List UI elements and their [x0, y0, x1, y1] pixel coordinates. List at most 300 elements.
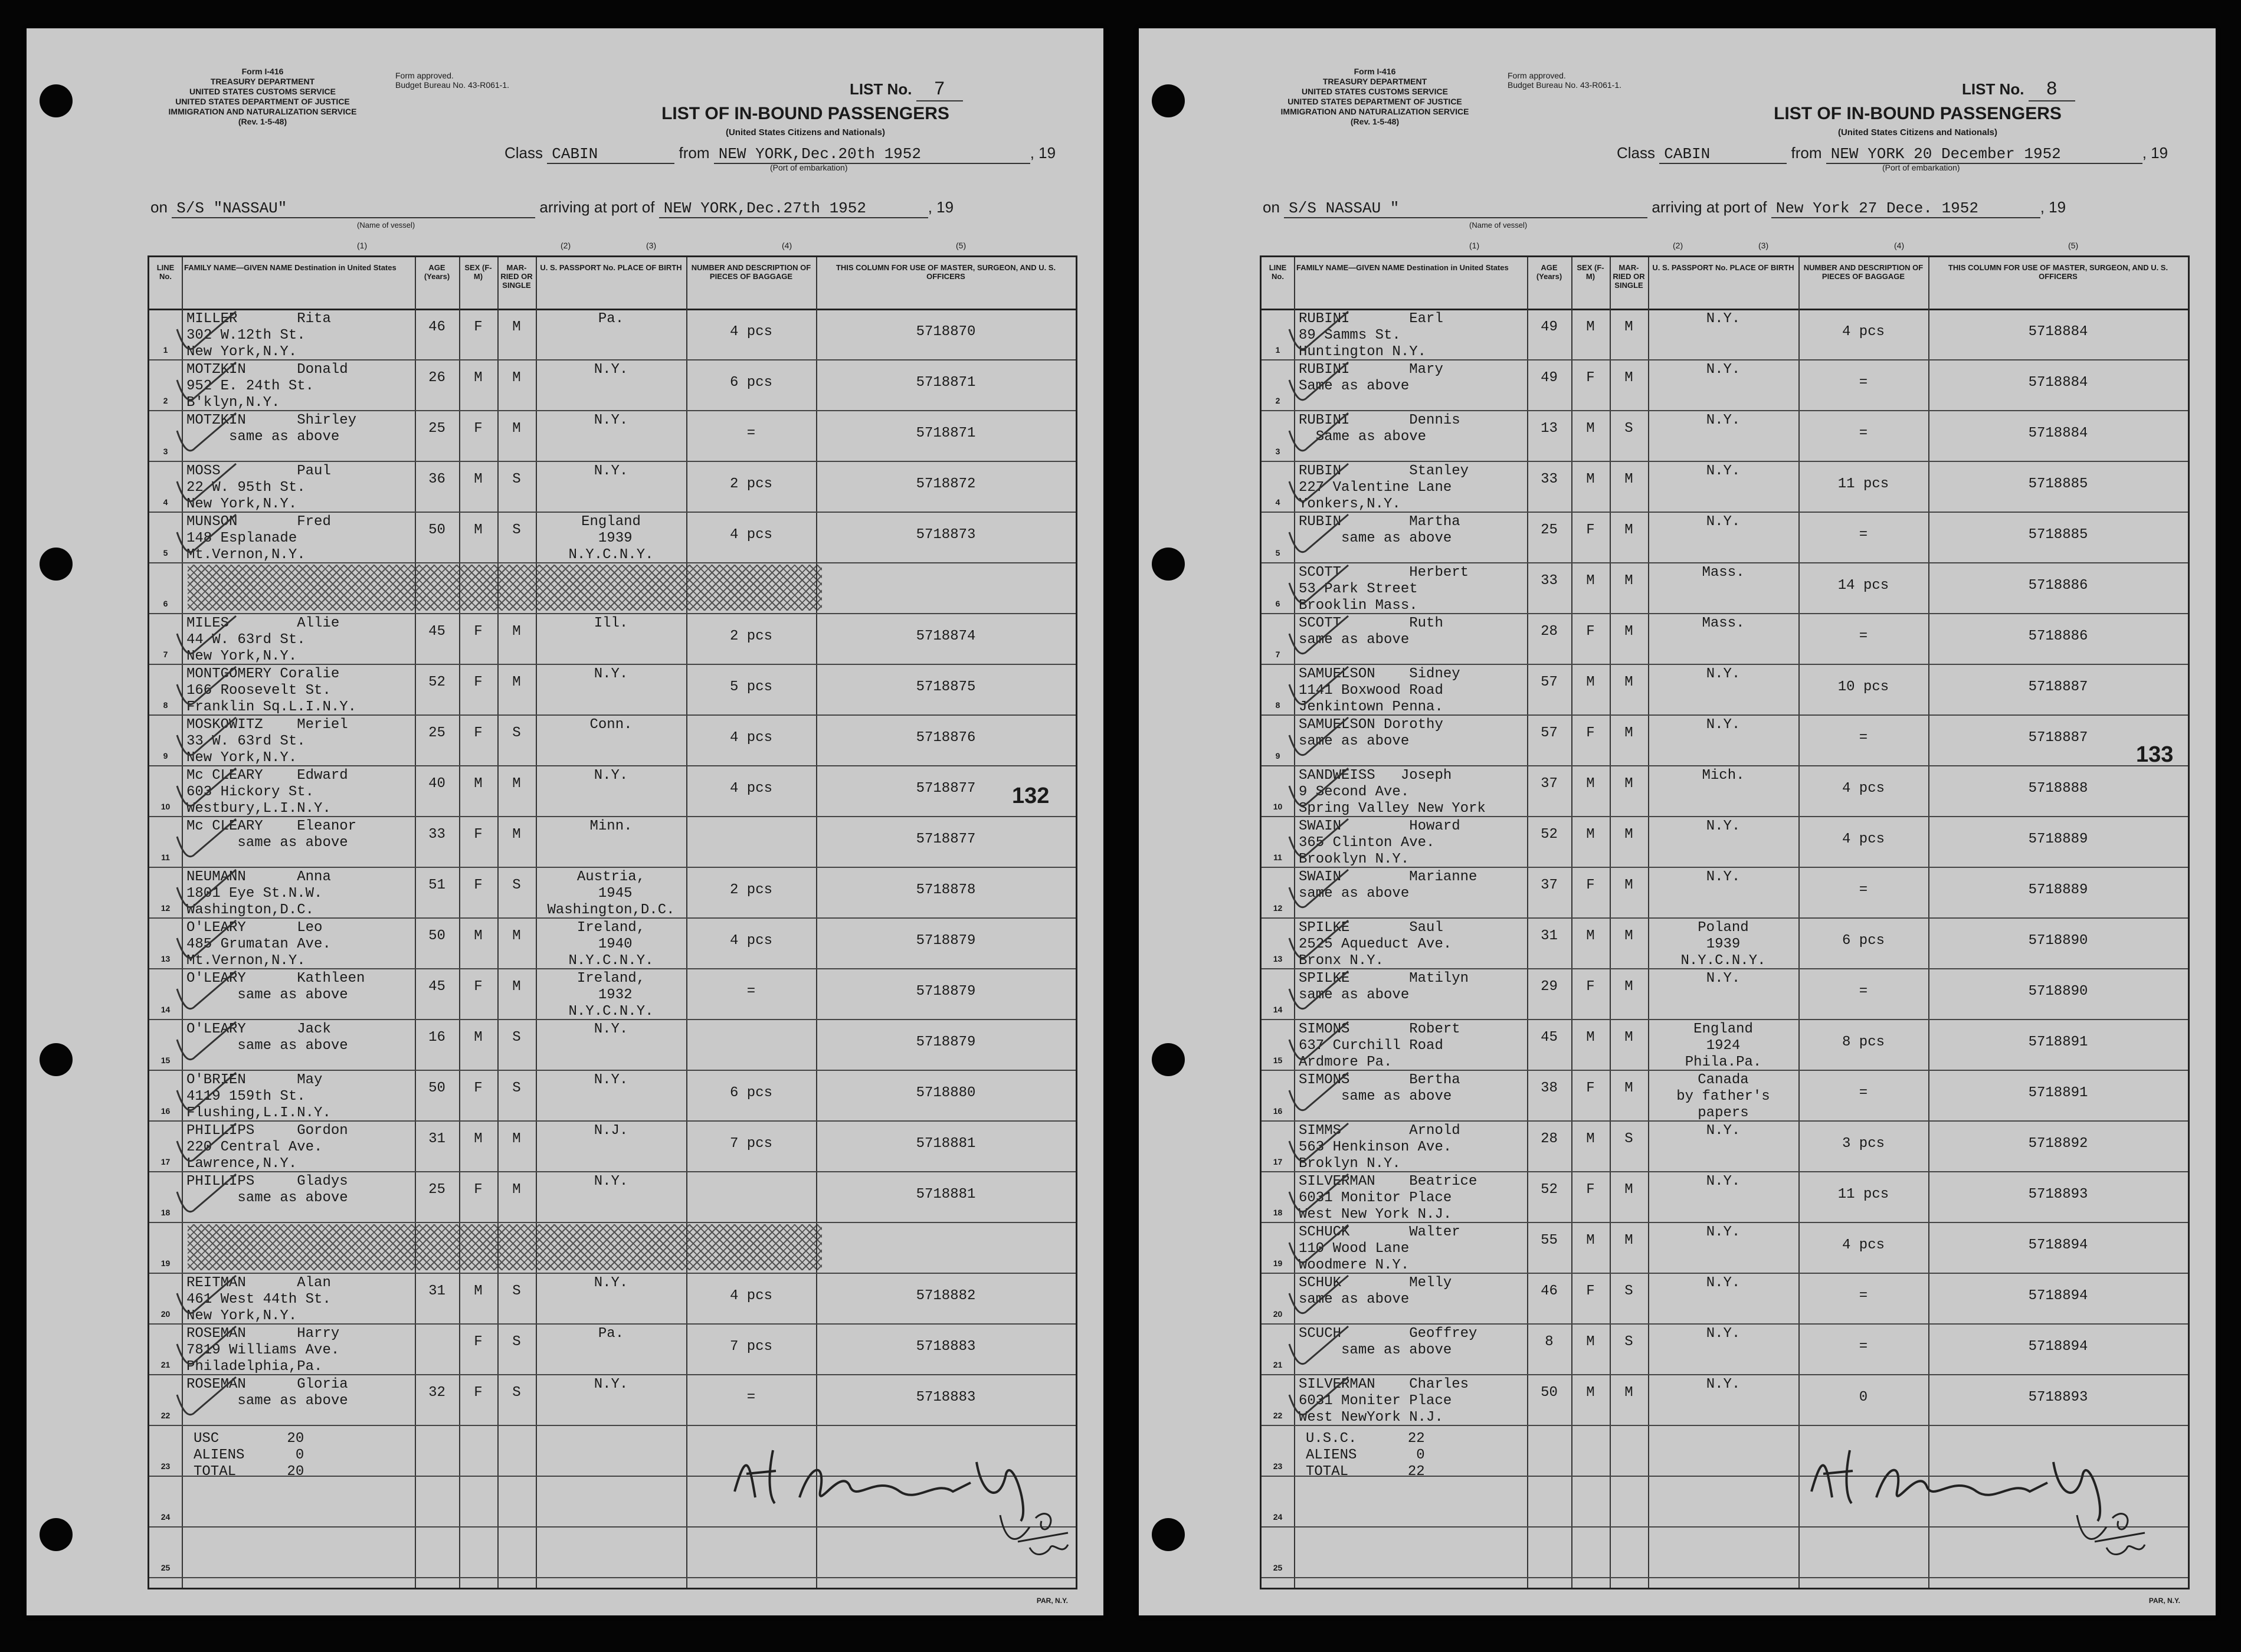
cell-age: 26 — [428, 370, 445, 386]
line-number: 10 — [1273, 802, 1283, 811]
cell-place-of-birth: N.Y. — [594, 362, 628, 378]
cell-place-of-birth: Mass. — [1702, 565, 1745, 581]
form-dept: TREASURY DEPARTMENT — [1322, 77, 1427, 86]
cell-age: 25 — [428, 725, 445, 741]
column-divider — [816, 257, 817, 1588]
column-number: (1) — [357, 241, 368, 250]
cell-marital-status: M — [1624, 471, 1633, 487]
column-number: (4) — [1894, 241, 1905, 250]
cell-officer-number: 5718875 — [916, 679, 976, 695]
form-justice: UNITED STATES DEPARTMENT OF JUSTICE — [175, 97, 350, 106]
cell-age: 52 — [428, 674, 445, 690]
cell-baggage: 6 pcs — [1842, 933, 1885, 949]
line-number: 7 — [163, 650, 168, 659]
form-justice: UNITED STATES DEPARTMENT OF JUSTICE — [1287, 97, 1462, 106]
cell-age: 40 — [428, 776, 445, 792]
printer-mark: PAR, N.Y. — [2148, 1597, 2180, 1605]
port-of-embarkation-caption: (Port of embarkation) — [770, 163, 848, 172]
list-number-label: LIST No. — [850, 80, 912, 98]
inspector-signature — [1800, 1427, 2165, 1562]
cell-officer-number: 5718893 — [2028, 1389, 2088, 1405]
cell-passenger-name-address: REITMAN Alan 461 West 44th St. New York,N.Y. — [186, 1275, 331, 1324]
header-baggage: NUMBER AND DESCRIPTION OF PIECES OF BAGGAGE — [1803, 263, 1924, 281]
cell-place-of-birth: Canada by father's papers — [1676, 1072, 1770, 1121]
cell-place-of-birth: N.Y. — [594, 768, 628, 784]
cell-sex: M — [1586, 421, 1595, 437]
line-number: 25 — [1273, 1563, 1283, 1572]
line-number: 8 — [163, 700, 168, 710]
cell-place-of-birth: N.Y. — [594, 412, 628, 428]
cell-marital-status: S — [512, 725, 521, 741]
inspector-signature — [723, 1427, 1089, 1562]
cell-sex: F — [1586, 370, 1595, 386]
cell-marital-status: M — [1624, 1030, 1633, 1045]
list-number-value: 7 — [916, 78, 963, 101]
cell-marital-status: M — [512, 776, 521, 792]
cell-place-of-birth: Ill. — [594, 615, 628, 631]
form-rev: (Rev. 1-5-48) — [1350, 117, 1400, 126]
cell-marital-status: S — [512, 522, 521, 538]
column-number: (1) — [1469, 241, 1480, 250]
cell-officer-number: 5718877 — [916, 831, 976, 847]
cell-age: 45 — [428, 624, 445, 640]
cell-marital-status: M — [1624, 877, 1633, 893]
line-number: 22 — [1273, 1411, 1283, 1420]
cell-age: 31 — [428, 1283, 445, 1299]
cell-passenger-name-address: SWAIN Howard 365 Clinton Ave. Brooklyn N.Y. — [1299, 818, 1460, 867]
cell-baggage: = — [1859, 882, 1868, 898]
cell-age: 36 — [428, 471, 445, 487]
form-identification — [1280, 67, 1469, 127]
cell-baggage: = — [1859, 984, 1868, 999]
cell-passenger-name-address: RUBIN Stanley 227 Valentine Lane Yonkers,N.Y. — [1299, 463, 1469, 512]
cell-age: 55 — [1541, 1233, 1558, 1248]
line-number: 23 — [160, 1461, 171, 1471]
cell-officer-number: 5718871 — [916, 375, 976, 391]
cell-marital-status: M — [1624, 674, 1633, 690]
punch-hole — [1152, 1518, 1185, 1551]
form-service: UNITED STATES CUSTOMS SERVICE — [189, 87, 336, 96]
on-label: on — [1263, 198, 1280, 216]
cell-baggage: 14 pcs — [1837, 578, 1889, 594]
line-number: 6 — [1275, 599, 1280, 608]
cell-marital-status: M — [1624, 370, 1633, 386]
cell-officer-number: 5718889 — [2028, 831, 2088, 847]
cell-sex: M — [474, 370, 483, 386]
cell-place-of-birth: N.Y. — [1706, 463, 1741, 479]
cell-marital-status: M — [1624, 573, 1633, 589]
cell-age: 51 — [428, 877, 445, 893]
line-number: 20 — [160, 1309, 171, 1319]
header-passport: U. S. PASSPORT No. PLACE OF BIRTH — [1652, 263, 1794, 272]
cell-marital-status: M — [512, 370, 521, 386]
cell-marital-status: M — [512, 979, 521, 995]
column-numbers — [27, 241, 1103, 253]
cell-officer-number: 5718884 — [2028, 425, 2088, 441]
cell-officer-number: 5718882 — [916, 1288, 976, 1304]
cell-passenger-name-address: MOTZKIN Shirley same as above — [186, 412, 357, 445]
line-number: 23 — [1273, 1461, 1283, 1471]
cell-baggage: 3 pcs — [1842, 1136, 1885, 1152]
cell-officer-number: 5718873 — [916, 527, 976, 543]
cell-place-of-birth: England 1924 Phila.Pa. — [1685, 1021, 1762, 1070]
cell-sex: F — [474, 725, 483, 741]
line-number: 14 — [160, 1005, 171, 1014]
row-divider — [149, 1577, 1076, 1578]
cell-age: 50 — [428, 1080, 445, 1096]
from-value: NEW YORK,Dec.20th 1952 — [714, 145, 1030, 164]
cell-marital-status: M — [512, 827, 521, 843]
cell-age: 38 — [1541, 1080, 1558, 1096]
cell-sex: M — [474, 776, 483, 792]
column-divider — [686, 257, 687, 1588]
header-name: FAMILY NAME—GIVEN NAME Destination in United States — [184, 263, 397, 272]
cell-passenger-name-address: RUBINI Dennis Same as above — [1299, 412, 1460, 445]
cell-passenger-name-address: MOTZKIN Donald 952 E. 24th St. B'klyn,N.Y. — [186, 362, 348, 411]
cell-sex: F — [474, 1080, 483, 1096]
cell-sex: M — [1586, 471, 1595, 487]
cell-age: 25 — [428, 1182, 445, 1198]
form-approval-note — [395, 71, 509, 90]
cell-age: 8 — [1545, 1334, 1554, 1350]
cell-baggage: 6 pcs — [729, 375, 772, 391]
cell-passenger-name-address: SCHUCK Walter 110 Wood Lane Woodmere N.Y. — [1299, 1224, 1460, 1273]
line-number: 18 — [160, 1208, 171, 1217]
cell-sex: M — [474, 522, 483, 538]
cell-officer-number: 5718894 — [2028, 1237, 2088, 1253]
line-number: 9 — [163, 751, 168, 761]
cell-passenger-name-address: SPILKE Matilyn same as above — [1299, 971, 1469, 1003]
header-passport: U. S. PASSPORT No. PLACE OF BIRTH — [540, 263, 682, 272]
cell-place-of-birth: Minn. — [589, 818, 633, 834]
cell-place-of-birth: N.Y. — [1706, 514, 1741, 530]
cell-age: 57 — [1541, 674, 1558, 690]
header-sex: SEX (F-M) — [464, 263, 492, 281]
cell-age: 33 — [1541, 471, 1558, 487]
form-dept: TREASURY DEPARTMENT — [210, 77, 315, 86]
cell-officer-number: 5718887 — [2028, 730, 2088, 746]
punch-hole — [40, 1043, 73, 1076]
cell-passenger-name-address: SCHUK Melly same as above — [1299, 1275, 1452, 1307]
line-number: 12 — [160, 903, 171, 913]
cell-age: 33 — [428, 827, 445, 843]
on-label: on — [150, 198, 168, 216]
cell-baggage: 2 pcs — [729, 476, 772, 492]
cell-officer-number: 5718877 — [916, 781, 976, 796]
cell-place-of-birth: Poland 1939 N.Y.C.N.Y. — [1680, 920, 1766, 969]
cell-age: 33 — [1541, 573, 1558, 589]
cell-sex: F — [1586, 979, 1595, 995]
cell-officer-number: 5718894 — [2028, 1339, 2088, 1355]
class-value: CABIN — [1659, 145, 1787, 164]
cell-place-of-birth: Conn. — [589, 717, 633, 733]
line-number: 19 — [1273, 1258, 1283, 1268]
cell-officer-number: 5718889 — [2028, 882, 2088, 898]
totals-summary: USC 20 ALIENS 0 TOTAL 20 — [194, 1431, 304, 1480]
cell-passenger-name-address: MOSKOWITZ Meriel 33 W. 63rd St. New York,N.Y. — [186, 717, 348, 766]
cell-sex: F — [474, 979, 483, 995]
cell-age: 46 — [1541, 1283, 1558, 1299]
cell-sex: F — [474, 877, 483, 893]
cell-passenger-name-address: RUBIN Martha same as above — [1299, 514, 1460, 546]
column-number: (5) — [956, 241, 966, 250]
cell-marital-status: M — [1624, 624, 1633, 640]
cell-sex: M — [474, 1283, 483, 1299]
line-number: 10 — [160, 802, 171, 811]
column-divider — [1928, 257, 1929, 1588]
cell-place-of-birth: N.Y. — [1706, 1275, 1741, 1291]
cell-officer-number: 5718879 — [916, 933, 976, 949]
punch-hole — [1152, 548, 1185, 581]
document-subtitle: (United States Citizens and Nationals) — [1837, 127, 1998, 137]
manifest-page-right — [1139, 28, 2216, 1615]
line-number: 1 — [1275, 345, 1280, 355]
cell-marital-status: S — [512, 1334, 521, 1350]
line-number: 7 — [1275, 650, 1280, 659]
table-header — [149, 257, 1076, 310]
cell-marital-status: M — [1624, 725, 1633, 741]
cell-officer-number: 5718872 — [916, 476, 976, 492]
cell-officer-number: 5718876 — [916, 730, 976, 746]
column-number: (2) — [561, 241, 571, 250]
cell-place-of-birth: N.Y. — [1706, 412, 1741, 428]
list-number — [1962, 78, 2075, 100]
line-number: 17 — [1273, 1157, 1283, 1166]
cell-age: 52 — [1541, 1182, 1558, 1198]
cell-place-of-birth: Ireland, 1940 N.Y.C.N.Y. — [568, 920, 654, 969]
cell-passenger-name-address: MOSS Paul 22 W. 95th St. New York,N.Y. — [186, 463, 331, 512]
cell-sex: M — [1586, 573, 1595, 589]
list-number-value: 8 — [2029, 78, 2075, 101]
port-of-embarkation-caption: (Port of embarkation) — [1882, 163, 1960, 172]
cell-passenger-name-address: SCUCH Geoffrey same as above — [1299, 1326, 1477, 1358]
cell-age: 25 — [428, 421, 445, 437]
cell-marital-status: S — [512, 1283, 521, 1299]
line-number: 19 — [160, 1258, 171, 1268]
line-number: 3 — [1275, 447, 1280, 456]
line-number: 3 — [163, 447, 168, 456]
cell-sex: M — [1586, 928, 1595, 944]
line-number: 22 — [160, 1411, 171, 1420]
cell-passenger-name-address: SILVERMAN Beatrice 6031 Monitor Place West New York N.J. — [1299, 1174, 1477, 1222]
arriving-value: New York 27 Dece. 1952 — [1771, 199, 2040, 218]
check-marks — [171, 306, 584, 1486]
line-number: 4 — [1275, 497, 1280, 507]
vessel-name-caption: (Name of vessel) — [357, 221, 415, 230]
cell-passenger-name-address: MILES Allie 44 W. 63rd St. New York,N.Y. — [186, 615, 340, 664]
arriving-value: NEW YORK,Dec.27th 1952 — [659, 199, 928, 218]
cell-baggage: 2 pcs — [729, 882, 772, 898]
cell-place-of-birth: Pa. — [598, 311, 624, 327]
cell-marital-status: M — [1624, 776, 1633, 792]
line-number: 14 — [1273, 1005, 1283, 1014]
cell-baggage: 4 pcs — [729, 527, 772, 543]
cell-passenger-name-address: O'LEARY Leo 485 Grumatan Ave. Mt.Vernon,N.Y. — [186, 920, 331, 969]
year-label: , 19 — [2142, 144, 2168, 162]
cell-marital-status: S — [1624, 1334, 1633, 1350]
cell-age: 50 — [428, 522, 445, 538]
line-number: 25 — [160, 1563, 171, 1572]
year-label: , 19 — [1030, 144, 1056, 162]
line-number: 17 — [160, 1157, 171, 1166]
cell-sex: M — [1586, 1030, 1595, 1045]
vessel-name-caption: (Name of vessel) — [1469, 221, 1528, 230]
list-number — [850, 78, 963, 100]
line-number: 16 — [1273, 1106, 1283, 1116]
cell-passenger-name-address: SCOTT Ruth same as above — [1299, 615, 1443, 648]
cell-marital-status: M — [1624, 979, 1633, 995]
cell-officer-number: 5718870 — [916, 324, 976, 340]
cell-officer-number: 5718892 — [2028, 1136, 2088, 1152]
cell-baggage: = — [746, 1389, 756, 1405]
cell-baggage: = — [746, 425, 756, 441]
cell-age: 37 — [1541, 776, 1558, 792]
cell-place-of-birth: N.Y. — [1706, 818, 1741, 834]
cell-baggage: = — [1859, 425, 1868, 441]
header-age: AGE (Years) — [1536, 263, 1562, 281]
form-ins: IMMIGRATION AND NATURALIZATION SERVICE — [1280, 107, 1469, 116]
cell-officer-number: 5718878 — [916, 882, 976, 898]
cell-sex: F — [1586, 725, 1595, 741]
cell-sex: F — [1586, 877, 1595, 893]
cell-sex: F — [474, 674, 483, 690]
cell-passenger-name-address: ROSEMAN Gloria same as above — [186, 1376, 348, 1409]
cell-passenger-name-address: SANDWEISS Joseph 9 Second Ave. Spring Valley New York — [1299, 768, 1486, 817]
arriving-year-label: , 19 — [2040, 198, 2066, 216]
budget-bureau-text: Budget Bureau No. 43-R061-1. — [1508, 80, 1622, 90]
punch-hole — [40, 1518, 73, 1551]
cell-place-of-birth: Mich. — [1702, 768, 1745, 784]
cell-officer-number: 5718888 — [2028, 781, 2088, 796]
cell-passenger-name-address: SILVERMAN Charles 6031 Moniter Place West NewYork N.J. — [1299, 1376, 1469, 1425]
cell-marital-status: M — [1624, 319, 1633, 335]
cell-place-of-birth: N.Y. — [1706, 362, 1741, 378]
cell-passenger-name-address: SCOTT Herbert 53 Park Street Brooklin Mass. — [1299, 565, 1469, 614]
header-officers: THIS COLUMN FOR USE OF MASTER, SURGEON, AND U. S. OFFICERS — [1948, 263, 2168, 281]
form-approval-note — [1508, 71, 1621, 90]
cell-officer-number: 5718887 — [2028, 679, 2088, 695]
cell-passenger-name-address: SPILKE Saul 2525 Aqueduct Ave. Bronx N.Y. — [1299, 920, 1452, 969]
cell-marital-status: M — [1624, 1182, 1633, 1198]
line-number: 1 — [163, 345, 168, 355]
cell-sex: M — [1586, 1233, 1595, 1248]
cell-marital-status: S — [1624, 1283, 1633, 1299]
from-value: NEW YORK 20 December 1952 — [1826, 145, 2142, 164]
cell-place-of-birth: Pa. — [598, 1326, 624, 1342]
cell-baggage: 4 pcs — [1842, 781, 1885, 796]
cell-baggage: = — [1859, 527, 1868, 543]
line-number: 11 — [161, 853, 170, 862]
cell-officer-number: 5718886 — [2028, 578, 2088, 594]
cell-officer-number: 5718893 — [2028, 1186, 2088, 1202]
cell-sex: F — [1586, 522, 1595, 538]
cell-sex: F — [1586, 1182, 1595, 1198]
cell-baggage: 4 pcs — [729, 1288, 772, 1304]
line-number: 24 — [1273, 1512, 1283, 1522]
cell-place-of-birth: N.Y. — [1706, 1224, 1741, 1240]
cell-age: 13 — [1541, 421, 1558, 437]
row-divider — [1262, 1577, 2188, 1578]
column-number: (2) — [1673, 241, 1683, 250]
cell-passenger-name-address: O'LEARY Jack same as above — [186, 1021, 348, 1054]
cell-place-of-birth: N.Y. — [594, 666, 628, 682]
cell-officer-number: 5718883 — [916, 1389, 976, 1405]
page-number: 133 — [2136, 742, 2174, 767]
cell-marital-status: M — [512, 421, 521, 437]
cell-officer-number: 5718879 — [916, 984, 976, 999]
cell-sex: F — [1586, 624, 1595, 640]
cell-place-of-birth: Mass. — [1702, 615, 1745, 631]
cell-marital-status: S — [512, 471, 521, 487]
cell-sex: M — [474, 1030, 483, 1045]
cell-marital-status: M — [512, 674, 521, 690]
manifest-page-left — [27, 28, 1103, 1615]
budget-bureau-text: Budget Bureau No. 43-R061-1. — [395, 80, 510, 90]
cell-baggage: = — [1859, 628, 1868, 644]
cell-sex: M — [1586, 1131, 1595, 1147]
line-number: 5 — [163, 548, 168, 558]
cell-baggage: = — [1859, 1288, 1868, 1304]
cell-age: 29 — [1541, 979, 1558, 995]
cell-marital-status: S — [1624, 1131, 1633, 1147]
cell-baggage: = — [1859, 1339, 1868, 1355]
column-number: (5) — [2068, 241, 2079, 250]
header-name: FAMILY NAME—GIVEN NAME Destination in United States — [1296, 263, 1509, 272]
cell-sex: M — [1586, 827, 1595, 843]
form-approved-text: Form approved. — [1508, 71, 1566, 80]
line-number: 15 — [160, 1056, 171, 1065]
cell-officer-number: 5718880 — [916, 1085, 976, 1101]
cell-officer-number: 5718884 — [2028, 375, 2088, 391]
cell-marital-status: M — [1624, 928, 1633, 944]
line-number: 20 — [1273, 1309, 1283, 1319]
line-number: 9 — [1275, 751, 1280, 761]
line-number: 12 — [1273, 903, 1283, 913]
cell-age: 46 — [428, 319, 445, 335]
form-ins: IMMIGRATION AND NATURALIZATION SERVICE — [168, 107, 357, 116]
cell-officer-number: 5718883 — [916, 1339, 976, 1355]
vessel-line — [1263, 198, 2066, 218]
cell-passenger-name-address: SIMMS Arnold 563 Henkinson Ave. Broklyn N.Y. — [1299, 1123, 1460, 1172]
form-service: UNITED STATES CUSTOMS SERVICE — [1302, 87, 1448, 96]
cell-place-of-birth: N.Y. — [1706, 717, 1741, 733]
line-number: 6 — [163, 599, 168, 608]
line-number: 2 — [163, 396, 168, 405]
line-number: 2 — [1275, 396, 1280, 405]
arriving-year-label: , 19 — [928, 198, 954, 216]
header-baggage: NUMBER AND DESCRIPTION OF PIECES OF BAGGAGE — [691, 263, 811, 281]
cell-place-of-birth: N.Y. — [1706, 869, 1741, 885]
line-number: 16 — [160, 1106, 171, 1116]
punch-hole — [1152, 1043, 1185, 1076]
cell-passenger-name-address: SAMUELSON Sidney 1141 Boxwood Road Jenkintown Penna. — [1299, 666, 1460, 715]
punch-hole — [40, 84, 73, 117]
cell-passenger-name-address: SAMUELSON Dorothy same as above — [1299, 717, 1443, 749]
class-value: CABIN — [547, 145, 674, 164]
arriving-label: arriving at port of — [1652, 198, 1767, 216]
cell-baggage: 4 pcs — [729, 324, 772, 340]
cell-place-of-birth: Ireland, 1932 N.Y.C.N.Y. — [568, 971, 654, 1020]
cell-marital-status: S — [1624, 421, 1633, 437]
header-married: MAR-RIED OR SINGLE — [500, 263, 533, 290]
cell-age: 37 — [1541, 877, 1558, 893]
column-numbers — [1139, 241, 2216, 253]
cell-age: 50 — [428, 928, 445, 944]
cell-age: 25 — [1541, 522, 1558, 538]
cell-officer-number: 5718885 — [2028, 527, 2088, 543]
cell-marital-status: M — [1624, 1233, 1633, 1248]
header-married: MAR-RIED OR SINGLE — [1613, 263, 1645, 290]
